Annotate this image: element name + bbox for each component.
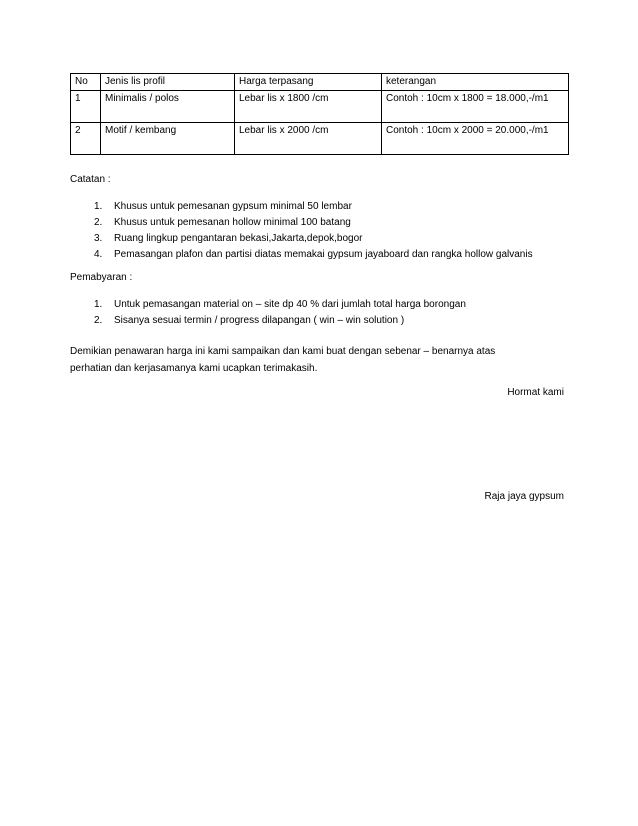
list-item: [94, 199, 533, 215]
signature: Raja jaya gypsum: [484, 491, 564, 502]
header-harga: Harga terpasang: [235, 74, 382, 91]
header-no: No: [71, 74, 101, 91]
cell-keterangan: Contoh : 10cm x 2000 = 20.000,-/m1: [382, 123, 569, 155]
table-row: [71, 91, 569, 123]
cell-jenis: Minimalis / polos: [101, 91, 235, 123]
list-number: 2.: [94, 315, 103, 326]
catatan-list: [94, 199, 533, 263]
list-number: 2.: [94, 217, 103, 228]
cell-harga: Lebar lis x 1800 /cm: [235, 91, 382, 123]
cell-harga: Lebar lis x 2000 /cm: [235, 123, 382, 155]
list-item: [94, 297, 466, 313]
pembayaran-heading: Pemabyaran :: [70, 272, 133, 283]
list-text: Pemasangan plafon dan partisi diatas memakai gypsum jayaboard dan rangka hollow galvanis: [114, 249, 533, 260]
list-number: 1.: [94, 201, 103, 212]
price-table: [70, 73, 569, 155]
table-header-row: [71, 74, 569, 91]
pembayaran-list: [94, 297, 466, 329]
table-row: [71, 123, 569, 155]
list-item: [94, 231, 533, 247]
closing-paragraph: Demikian penawaran harga ini kami sampaikan dan kami buat dengan sebenar – benarnya atas perhatian dan kerjasamanya kami ucapkan terimakasih.: [70, 346, 496, 374]
list-text: Khusus untuk pemesanan hollow minimal 100 batang: [114, 217, 351, 228]
list-text: Sisanya sesuai termin / progress dilapangan ( win – win solution ): [114, 315, 405, 326]
header-keterangan: keterangan: [382, 74, 569, 91]
list-text: Untuk pemasangan material on – site dp 40 % dari jumlah total harga borongan: [114, 299, 466, 310]
list-item: [94, 313, 466, 329]
salutation: Hormat kami: [507, 387, 564, 398]
header-jenis: Jenis lis profil: [101, 74, 235, 91]
list-text: Khusus untuk pemesanan gypsum minimal 50 lembar: [114, 201, 352, 212]
list-item: [94, 215, 533, 231]
cell-jenis: Motif / kembang: [101, 123, 235, 155]
list-number: 4.: [94, 249, 103, 260]
list-number: 3.: [94, 233, 103, 244]
cell-no: 1: [71, 91, 101, 123]
list-number: 1.: [94, 299, 103, 310]
catatan-heading: Catatan :: [70, 174, 111, 185]
list-text: Ruang lingkup pengantaran bekasi,Jakarta,depok,bogor: [114, 233, 363, 244]
list-item: [94, 247, 533, 263]
cell-no: 2: [71, 123, 101, 155]
cell-keterangan: Contoh : 10cm x 1800 = 18.000,-/m1: [382, 91, 569, 123]
